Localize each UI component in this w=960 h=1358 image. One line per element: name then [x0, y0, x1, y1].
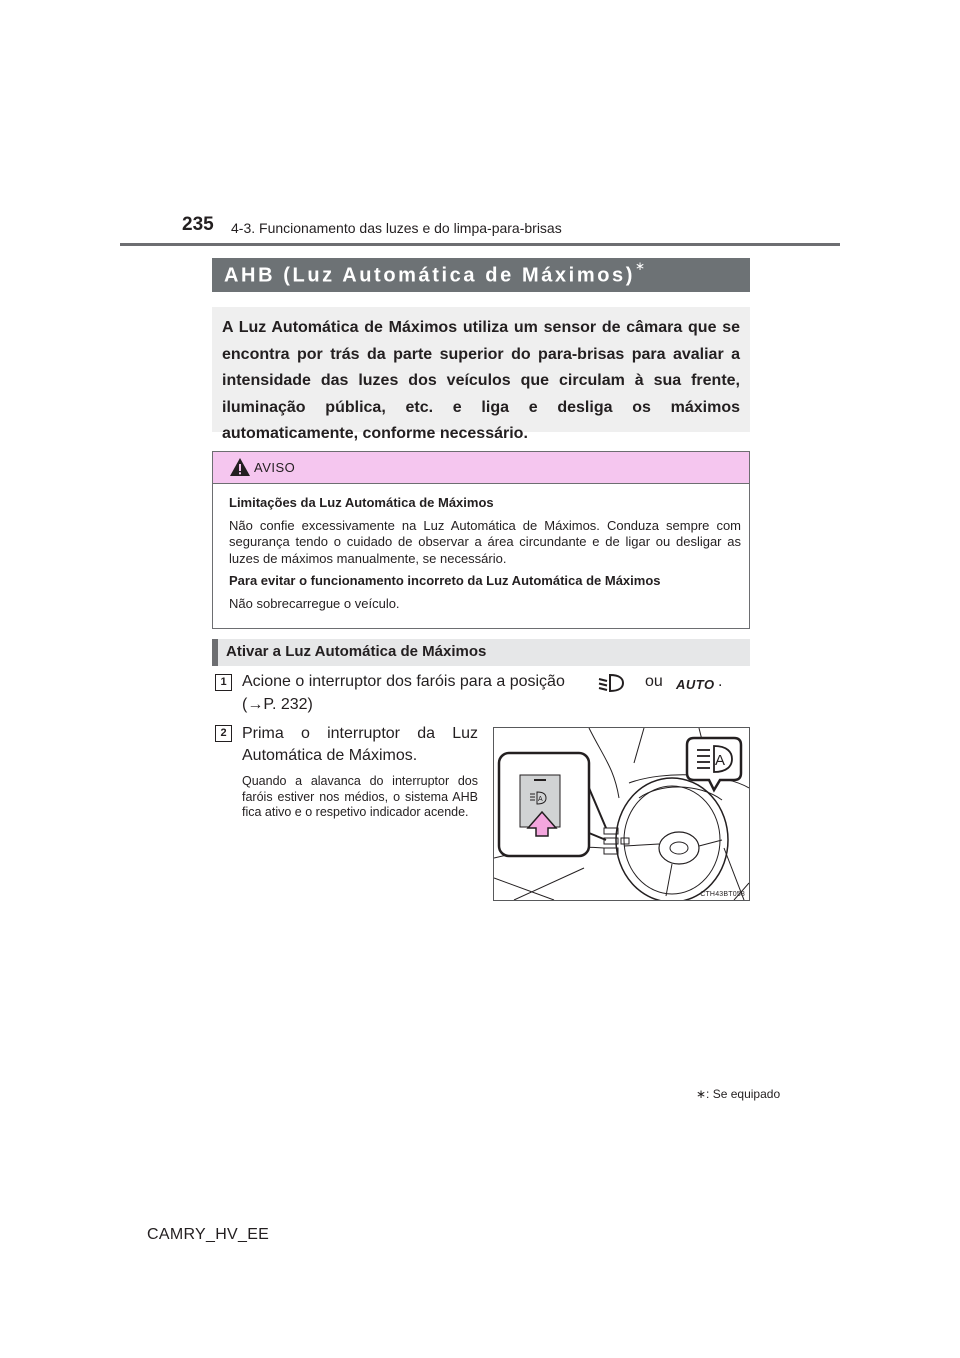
footnote-equipped: ∗: Se equipado [696, 1087, 781, 1101]
step-number-1: 1 [215, 674, 232, 691]
subsection-bar [212, 639, 750, 666]
intro-text: A Luz Automática de Máximos utiliza um sensor de câmara que se encontra por trás da parte superior do para-brisas para avaliar a intensidade das luzes dos veículos que circulam à sua frente, iluminação pública, etc. e liga e desliga os máximos automaticamente, conforme necessário. [212, 307, 750, 432]
step-1-or: ou [645, 673, 663, 690]
chapter-title: 4-3. Funcionamento das luzes e do limpa-para-brisas [231, 220, 562, 236]
dashboard-drawing [494, 728, 749, 900]
warning-heading-incorrect: Para evitar o funcionamento incorreto da Luz Automática de Máximos [229, 573, 661, 588]
header-rule [120, 243, 840, 246]
svg-text:A: A [715, 752, 726, 769]
step-2-note: Quando a alavanca do interruptor dos faróis estiver nos médios, o sistema AHB fica ativo e o respetivo indicador acende. [242, 774, 478, 819]
equipped-mark: ∗ [635, 259, 646, 273]
auto-position-label: AUTO [676, 677, 715, 692]
step-1-period: . [718, 673, 723, 690]
warning-triangle-icon [229, 457, 251, 477]
section-title: AHB (Luz Automática de Máximos)∗ [224, 259, 646, 287]
warning-label: AVISO [254, 460, 296, 475]
low-beam-headlight-icon [596, 672, 630, 694]
warning-header [213, 452, 749, 484]
figure-code: CTH43BT058 [700, 891, 745, 898]
svg-text:A: A [538, 796, 543, 803]
warning-heading-limitations: Limitações da Luz Automática de Máximos [229, 495, 494, 510]
section-title-bar [212, 258, 750, 292]
warning-body [229, 495, 741, 618]
page-number: 235 [182, 214, 214, 235]
model-code: CAMRY_HV_EE [147, 1226, 270, 1243]
ahb-switch-illustration [493, 727, 750, 901]
warning-box [212, 451, 750, 629]
step-1-text: Acione o interruptor dos faróis para a posição [242, 673, 565, 690]
step-number-2: 2 [215, 725, 232, 742]
step-1-page-reference: (→P. 232) [242, 696, 313, 713]
subsection-title: Ativar a Luz Automática de Máximos [226, 643, 487, 660]
step-2-text: Prima o interruptor da Luz Automática de Máximos. [242, 725, 478, 764]
warning-text-overload: Não sobrecarregue o veículo. [229, 595, 400, 611]
warning-text-limitations: Não confie excessivamente na Luz Automática de Máximos. Conduza sempre com segurança tendo o cuidado de observar a área circundante e de ligar ou desligar as luzes de máximos manualmente, se necessário. [229, 517, 741, 566]
